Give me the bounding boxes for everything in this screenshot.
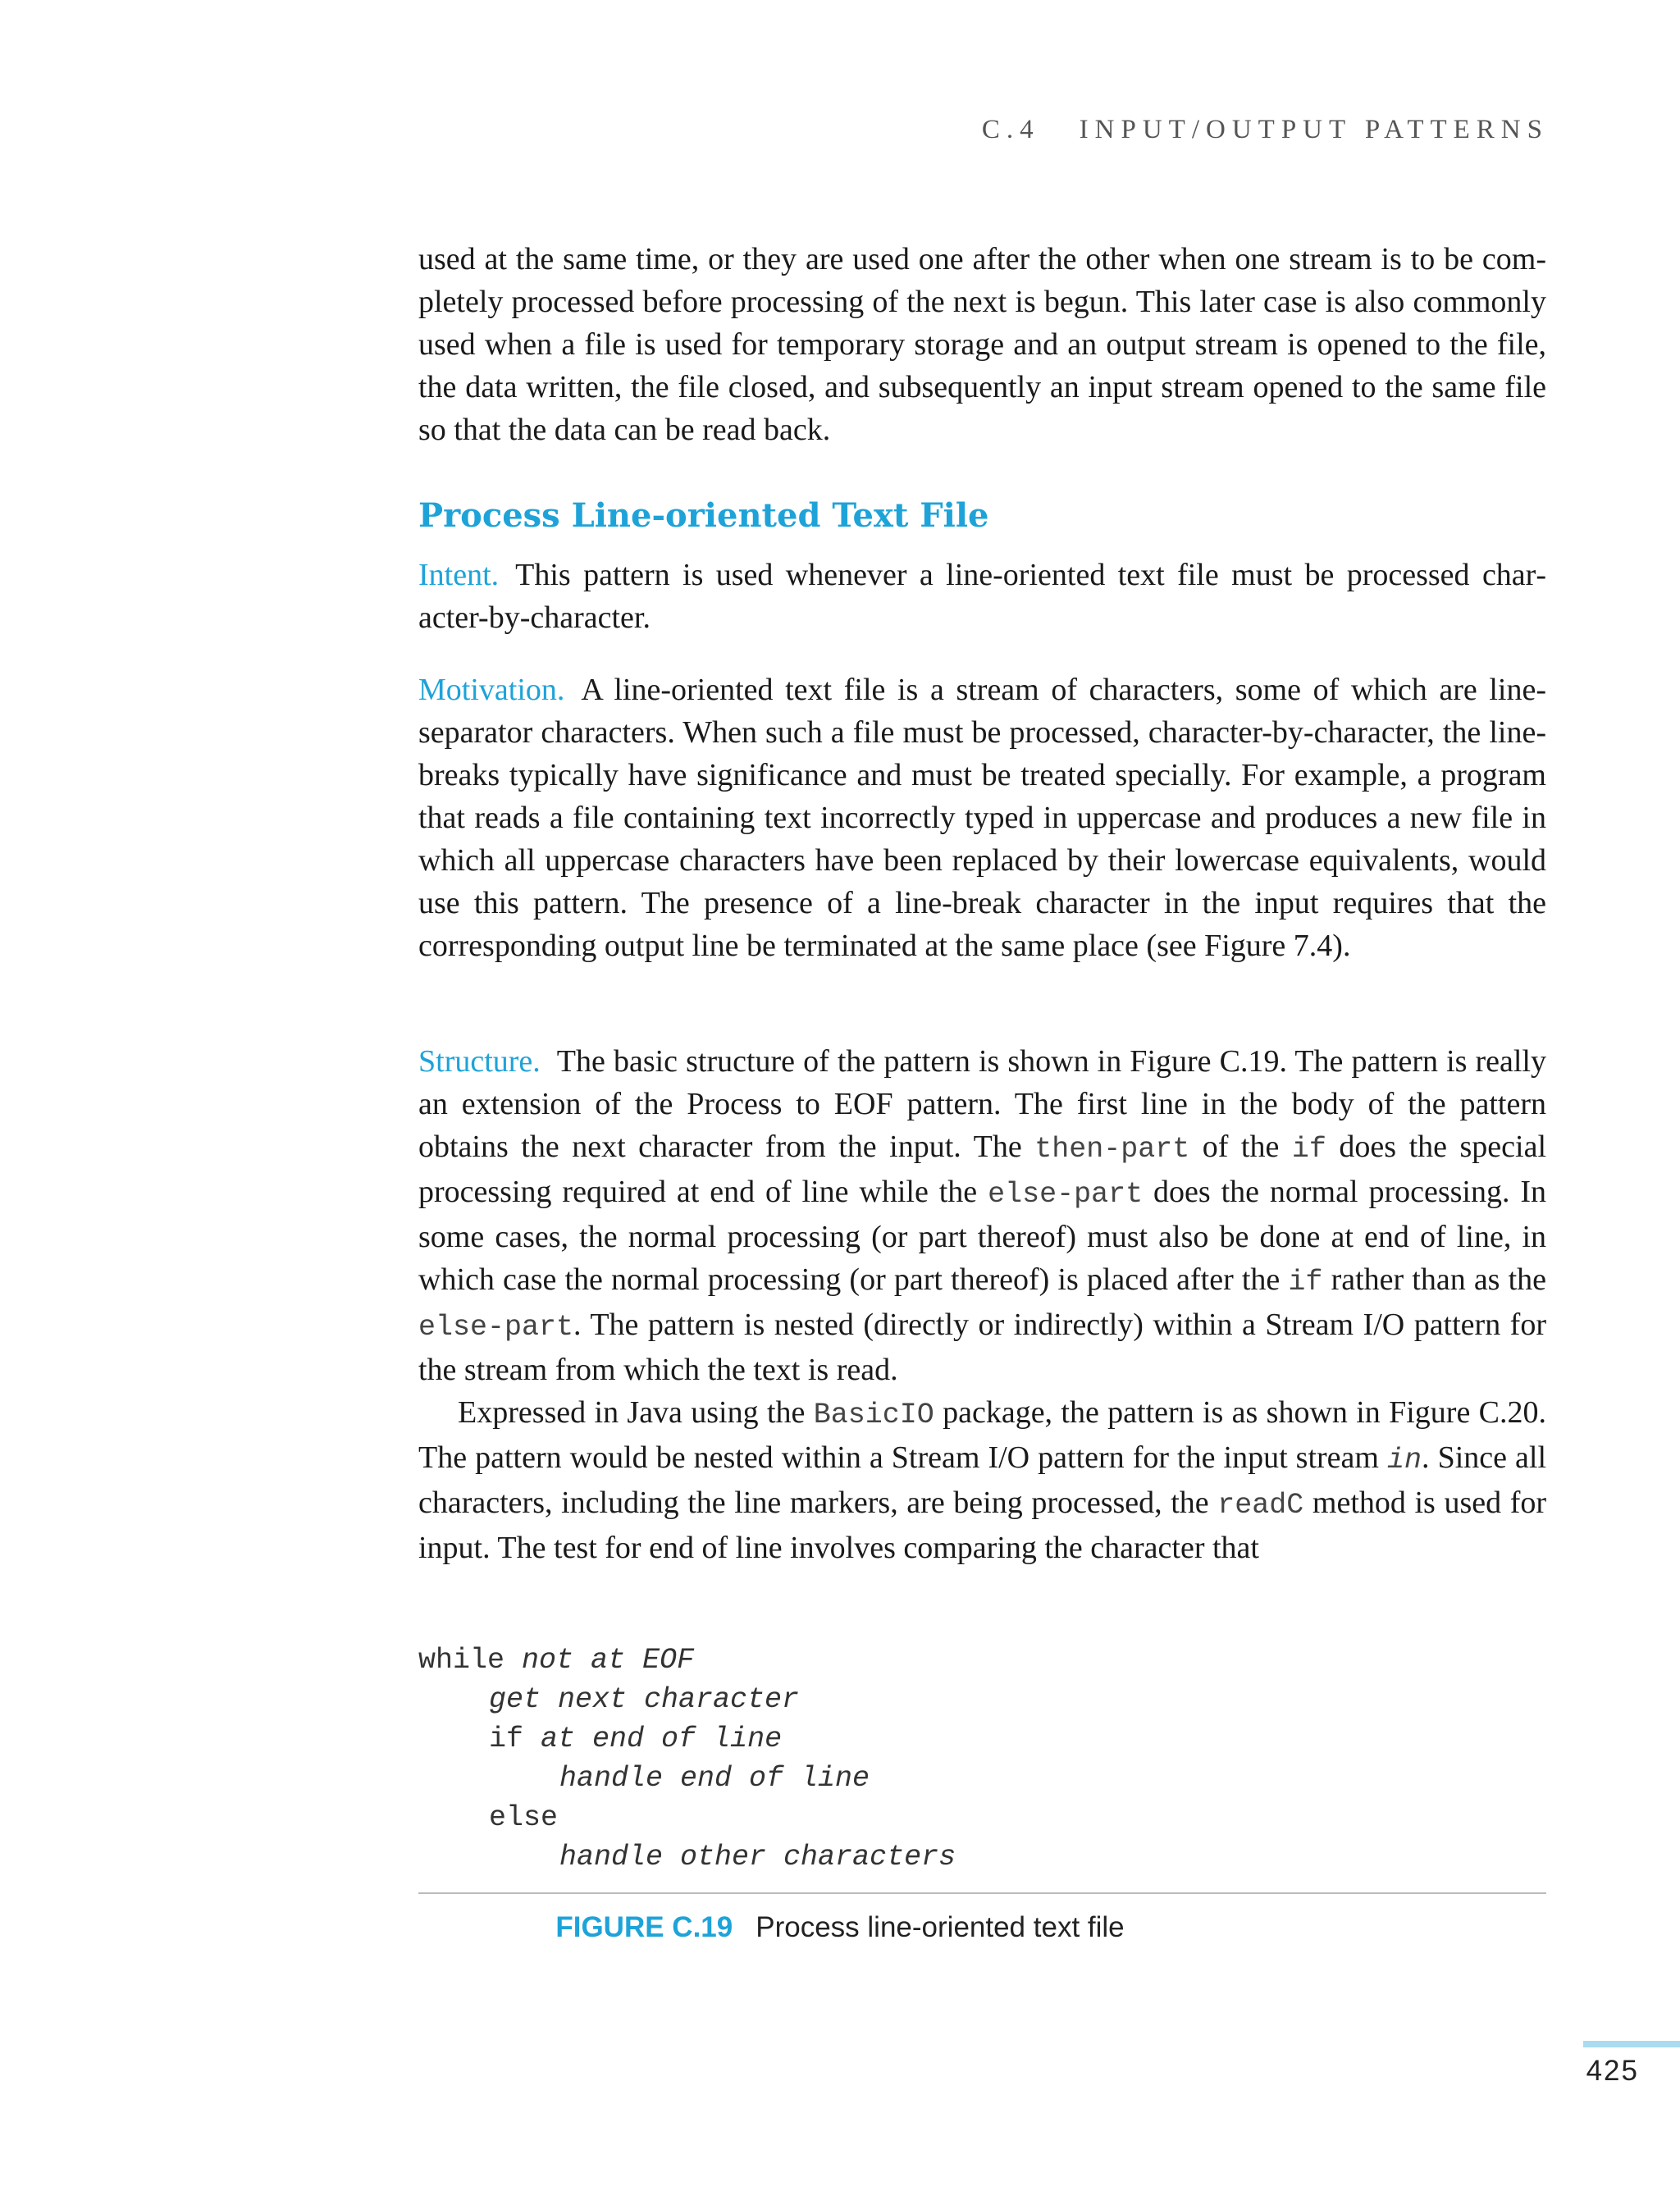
code-line-3 — [418, 1719, 1546, 1759]
code-line-4 — [418, 1759, 1546, 1798]
intent-label: Intent. — [418, 558, 500, 592]
motivation-block — [418, 669, 1546, 967]
code-else-part-2: else-part — [418, 1311, 574, 1344]
structure-text-4: does the normal processing. In some cases, the normal processing (or part thereof) must also be done at end of line, in which case the normal processing (or part thereof) is placed after the — [418, 1175, 1547, 1297]
structure-text-2: of the — [1202, 1130, 1280, 1164]
code-line-6 — [418, 1837, 1546, 1877]
intent-paragraph — [418, 554, 1546, 639]
get-next-char: get next character — [489, 1683, 800, 1716]
page-number: 425 — [1586, 2055, 1639, 2087]
structure-text-5: rather than as the — [1331, 1262, 1547, 1297]
motivation-label: Motivation. — [418, 673, 565, 707]
kw-while: while — [418, 1644, 505, 1677]
running-head — [982, 115, 1549, 145]
code-basicio: BasicIO — [813, 1399, 934, 1431]
kw-else: else — [489, 1801, 559, 1834]
structure-text-3: does the special processing required at end of line while the — [418, 1130, 1547, 1209]
structure-label: Structure. — [418, 1044, 541, 1079]
expressed-text-2: package, the pattern is as shown in Figure C.20. The pattern would be nested within a Stream I/O pattern for the input stream — [418, 1395, 1547, 1475]
expressed-text-3: . Since all characters, including the line markers, are being processed, the — [418, 1440, 1547, 1520]
structure-text-1: The basic structure of the pattern is shown in Figure C.19. The pattern is really an extension of the Process to EOF pattern. The first line in the body of the pattern obtains the next character from the input. The — [418, 1044, 1546, 1164]
section-title: INPUT/OUTPUT PATTERNS — [1079, 115, 1549, 144]
intent-block — [418, 554, 1546, 639]
figure-c19-code — [418, 1641, 1546, 1877]
expressed-text-1: Expressed in Java using the — [458, 1395, 806, 1430]
code-in: in — [1387, 1444, 1422, 1476]
code-line-1 — [418, 1641, 1546, 1680]
structure-text-6: . The pattern is nested (directly or indirectly) within a Stream I/O pattern for the stream from which the text is read. — [418, 1308, 1546, 1387]
code-if-2: if — [1288, 1266, 1323, 1298]
code-then-part: then-part — [1034, 1133, 1190, 1166]
figure-caption — [0, 1911, 1680, 1944]
code-line-5 — [418, 1798, 1546, 1837]
paragraph-1-block — [418, 238, 1546, 451]
figure-caption-text: Process line-oriented text file — [756, 1911, 1125, 1943]
cond-not-eof: not at EOF — [522, 1644, 695, 1677]
figure-label: FIGURE C.19 — [555, 1911, 733, 1943]
intent-text: This pattern is used whenever a line-oriented text file must be processed character-by-character. — [418, 558, 1546, 635]
cond-end-of-line: at end of line — [541, 1723, 783, 1755]
figure-rule — [418, 1892, 1546, 1894]
code-readc: readC — [1217, 1489, 1304, 1522]
kw-if: if — [489, 1723, 524, 1755]
motivation-paragraph — [418, 669, 1546, 967]
handle-end-of-line: handle end of line — [559, 1762, 870, 1795]
page-number-bar — [1583, 2041, 1680, 2047]
section-heading: Process Line-oriented Text File — [418, 496, 989, 535]
expressed-text-4: method is used for input. The test for end of line involves comparing the character that — [418, 1486, 1547, 1565]
motivation-text: A line-oriented text file is a stream of characters, some of which are line-separator characters. When such a file must be processed, character-by-character, the line-breaks typically have significance and must be treated specially. For example, a program that reads a file containing text incorrectly typed in uppercase and produces a new file in which all uppercase characters have been replaced by their lowercase equivalents, would use this pattern. The presence of a line-break character in the input requires that the corresponding output line be terminated at the same place (see Figure 7.4). — [418, 673, 1546, 963]
code-line-2 — [418, 1680, 1546, 1719]
paragraph-1: used at the same time, or they are used one after the other when one stream is to be completely processed before processing of the next is begun. This later case is also commonly used when a file is used for temporary storage and an output stream is opened to the file, the data written, the file closed, and subsequently an input stream opened to the same file so that the data can be read back. — [418, 242, 1546, 447]
handle-other-chars: handle other characters — [559, 1841, 956, 1874]
expressed-paragraph — [418, 1391, 1546, 1569]
structure-paragraph — [418, 1040, 1546, 1391]
section-number: C.4 — [981, 115, 1040, 144]
structure-block — [418, 1040, 1546, 1569]
code-if: if — [1291, 1133, 1326, 1166]
code-else-part: else-part — [988, 1178, 1144, 1211]
